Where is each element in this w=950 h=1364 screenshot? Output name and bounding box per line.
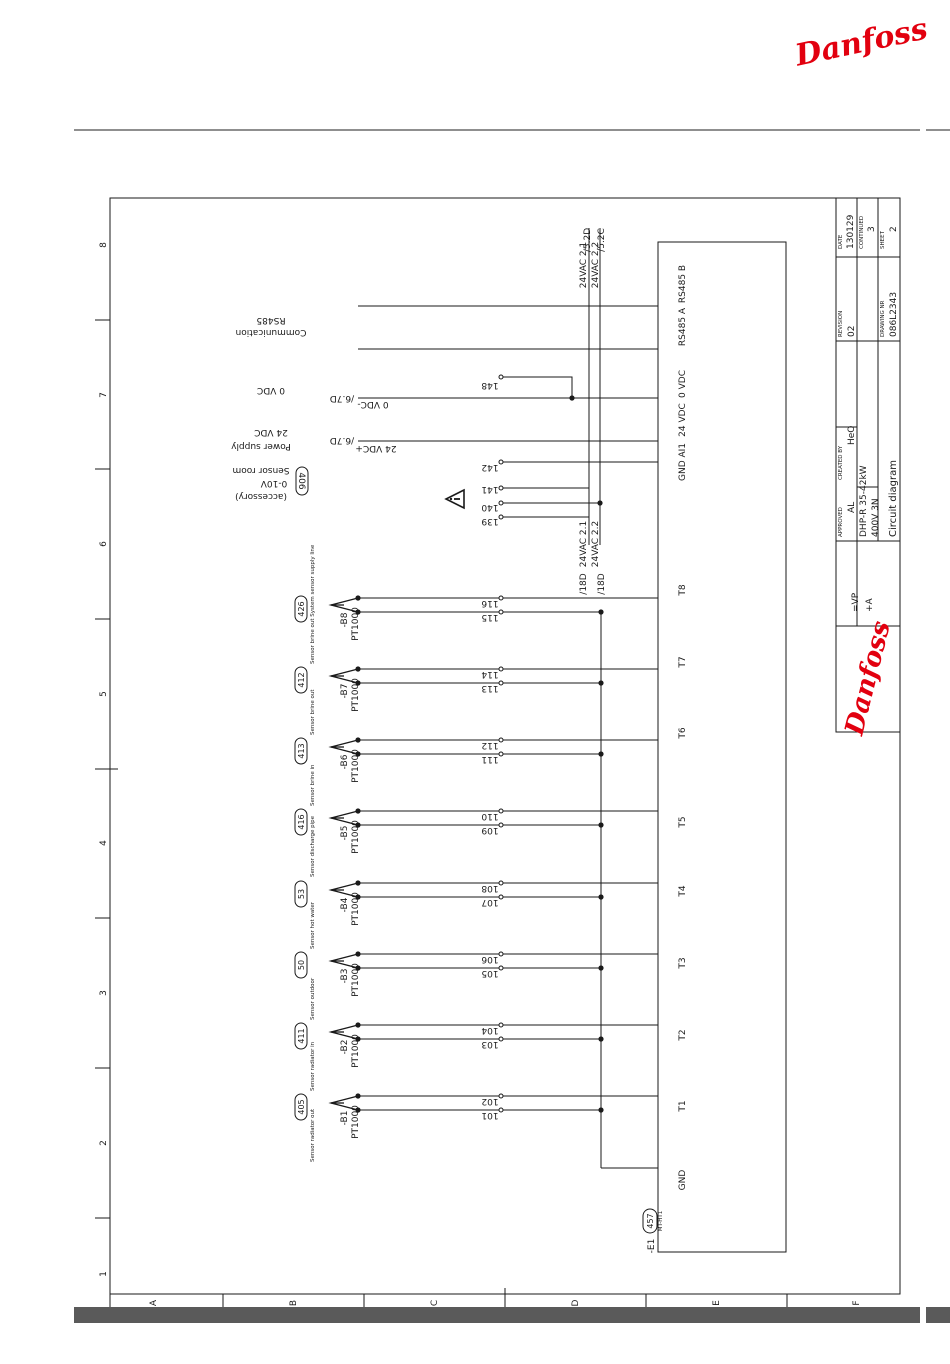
- terminal-node: [499, 681, 503, 685]
- terminal-label: GND AI1: [678, 442, 688, 482]
- terminal-node: [499, 752, 503, 756]
- terminal-node: [499, 596, 503, 600]
- terminal-label: T8: [678, 584, 688, 596]
- terminal-number: 113: [481, 683, 499, 693]
- zero-vdc-annotation: 0 VDC: [257, 385, 285, 395]
- terminal-node: [499, 809, 503, 813]
- row-grid: [95, 242, 118, 1277]
- sensor-number: 416: [297, 814, 306, 830]
- sensor-type: PT1000: [351, 820, 361, 854]
- revision-label: REVISION: [838, 310, 844, 337]
- power-annotation: [230, 427, 290, 451]
- terminal-node: [499, 895, 503, 899]
- terminal-node: [499, 1037, 503, 1041]
- sensor-tag: -B7: [340, 683, 350, 699]
- junction-dot: [355, 1093, 360, 1098]
- terminal-label: T4: [678, 885, 688, 897]
- sensor-type: PT1000: [351, 963, 361, 997]
- controller-terminals: [678, 265, 688, 1190]
- column-grid: [110, 1288, 862, 1307]
- terminal-label: T6: [678, 727, 688, 739]
- supply-nodes: [499, 375, 603, 519]
- junction-dot: [355, 951, 360, 956]
- sensor-description: Sensor brine out System sensor supply line: [310, 544, 316, 664]
- room-sensor-line: Sensor room: [232, 465, 290, 475]
- sensor-tag: -B5: [340, 825, 350, 841]
- bus-ref: /5.2D: [583, 227, 593, 253]
- terminal-number: 139: [481, 516, 499, 526]
- supply-wiring: [358, 306, 658, 517]
- row-label: 5: [99, 691, 109, 697]
- sensor-type: PT1000: [351, 892, 361, 926]
- terminal-number: 116: [481, 598, 499, 608]
- terminal-number: 104: [481, 1025, 499, 1035]
- terminal-label: T2: [678, 1029, 688, 1041]
- terminal-node: [499, 881, 503, 885]
- sensor-type: PT1000: [351, 1034, 361, 1068]
- terminal-number: 112: [481, 740, 499, 750]
- terminal-number: 114: [481, 669, 499, 679]
- terminal-node: [499, 738, 503, 742]
- terminal-number: 109: [481, 825, 499, 835]
- bus-label: 24VAC 2.2: [591, 520, 601, 568]
- header-logo: [791, 11, 930, 73]
- zero-vdc-node-label: 0 VDC-: [357, 399, 389, 409]
- sensor-number: 405: [297, 1099, 306, 1115]
- warning-dot: [450, 498, 452, 500]
- terminal-label: T3: [678, 957, 688, 969]
- junction-dot: [598, 894, 603, 899]
- created-label: CREATED BY: [838, 445, 844, 480]
- column-label: C: [430, 1299, 440, 1307]
- date-value: 130129: [846, 214, 856, 249]
- bus-label: 24VAC 2.1: [579, 241, 589, 289]
- sensor-description: Sensor discharge pipe: [310, 815, 316, 877]
- title-block-logo: Danfoss: [839, 618, 897, 739]
- terminal-label: T5: [678, 816, 688, 828]
- bus-label: 24VAC 2.2: [591, 241, 601, 289]
- date-label: DATE: [838, 234, 844, 249]
- power-voltage: 24 VDC: [254, 427, 288, 437]
- footer-band-end: [926, 1307, 950, 1323]
- sensor-description: Sensor brine in: [310, 764, 316, 806]
- row-label: 8: [99, 242, 109, 248]
- room-sensor-line: (accessory): [235, 491, 287, 501]
- sensor-type: PT1000: [351, 607, 361, 641]
- revision-value: 02: [847, 325, 857, 337]
- terminal-label: T1: [678, 1100, 688, 1112]
- room-sensor-num: 406: [296, 472, 306, 490]
- drawing-no: 086L2343: [889, 291, 899, 337]
- junction-dot: [598, 822, 603, 827]
- header-logo-text: Danfoss: [792, 11, 931, 74]
- junction-dot: [355, 666, 360, 671]
- rs485-annotation: [236, 315, 307, 337]
- terminal-label: 0 VDC: [678, 370, 688, 398]
- junction-dot: [355, 595, 360, 600]
- column-label: B: [289, 1299, 299, 1307]
- column-label: A: [149, 1299, 159, 1307]
- supply-terminal-labels: [481, 380, 498, 526]
- column-label: E: [712, 1300, 722, 1306]
- controller-ref-sub: MT-HT1: [658, 1210, 664, 1232]
- terminal-node: [499, 486, 503, 490]
- terminal-node: [499, 966, 503, 970]
- junction-dot: [598, 1107, 603, 1112]
- row-label: 3: [99, 990, 109, 996]
- terminal-node: [499, 501, 503, 505]
- terminal-label: RS485 A: [678, 307, 688, 347]
- sensor-type: PT1000: [351, 678, 361, 712]
- terminal-number: 110: [481, 811, 499, 821]
- sensor-tag: -B2: [340, 1039, 350, 1055]
- sensor-tag: -B4: [340, 897, 350, 913]
- sensor-description: Sensor radiator out: [310, 1108, 316, 1162]
- terminal-node: [499, 1108, 503, 1112]
- sensor-number: 413: [297, 743, 306, 759]
- row-label: 1: [99, 1271, 109, 1277]
- junction-dot: [355, 1022, 360, 1027]
- terminal-label: 24 VDC: [678, 403, 688, 437]
- terminal-node: [499, 1023, 503, 1027]
- terminal-number: 148: [481, 380, 499, 390]
- rs485-label: RS485: [256, 315, 286, 325]
- junction-dot: [598, 965, 603, 970]
- sensor-group: [295, 880, 658, 949]
- room-sensor-annotation: [233, 465, 309, 501]
- terminal-number: 140: [481, 502, 499, 512]
- sensor-tag: -B1: [340, 1110, 350, 1126]
- terminal-node: [499, 1094, 503, 1098]
- approved-value: AL: [847, 501, 857, 513]
- terminal-number: 107: [481, 897, 499, 907]
- bus-label: 24VAC 2.1: [579, 520, 589, 568]
- sensor-group: [295, 1022, 658, 1091]
- sensor-number: 50: [297, 959, 306, 971]
- terminal-number: 101: [481, 1110, 499, 1120]
- bus-ref: /5.2C: [597, 228, 607, 252]
- vdc24-node-label: 24 VDC+: [355, 443, 397, 453]
- zero-vdc-ref: /6.7D: [329, 393, 355, 403]
- controller-ref-num: 457: [646, 1213, 655, 1229]
- junction-dot: [355, 737, 360, 742]
- terminal-number: 142: [481, 462, 499, 472]
- footer-band: [74, 1307, 920, 1323]
- title-block-text: [838, 214, 899, 739]
- sensor-description: Sensor hot water: [310, 901, 316, 949]
- sensor-group: [295, 737, 658, 806]
- sensor-number: 426: [297, 601, 306, 617]
- junction-dot: [598, 1036, 603, 1041]
- sheet-label: SHEET: [880, 231, 886, 249]
- sensor-type: PT1000: [351, 1105, 361, 1139]
- warning-icon: [446, 490, 464, 508]
- terminal-node: [499, 375, 503, 379]
- product-name: DHP-R 35-42kW: [859, 465, 869, 537]
- jumper-148: [501, 377, 572, 398]
- sensor-group: [295, 1093, 658, 1162]
- power-desc: Power supply: [231, 441, 291, 451]
- voltage-value: 400V 3N: [871, 498, 881, 537]
- sensors-layer: [295, 544, 658, 1162]
- sensor-tag: -B8: [340, 612, 350, 628]
- designation-value: =VP: [851, 592, 861, 612]
- column-label: D: [571, 1299, 581, 1307]
- sensor-group: [295, 808, 658, 877]
- sensor-description: Sensor brine out: [310, 689, 316, 735]
- continued-label: CONTINUED: [859, 215, 865, 249]
- row-label: 7: [99, 392, 109, 398]
- terminal-number: 141: [481, 484, 499, 494]
- continued-value: 3: [867, 226, 877, 232]
- controller-ref: [643, 1209, 664, 1253]
- sensor-number: 412: [297, 672, 306, 688]
- sensor-tag: -B6: [340, 754, 350, 770]
- doc-title: Circuit diagram: [888, 460, 899, 537]
- vdc24-ref: /6.7D: [329, 435, 355, 445]
- sensor-description: Sensor radiator in: [310, 1041, 316, 1091]
- terminal-number: 108: [481, 883, 499, 893]
- sensor-description: Sensor outdoor: [310, 977, 316, 1020]
- sensor-group: [295, 666, 658, 735]
- approved-label: APPROVED: [838, 507, 844, 537]
- junction-dot: [598, 609, 603, 614]
- terminal-number: 111: [481, 754, 499, 764]
- terminal-node: [499, 952, 503, 956]
- terminal-number: 105: [481, 968, 499, 978]
- created-value: HeO: [847, 425, 857, 445]
- terminal-number: 115: [481, 612, 499, 622]
- junction-dot: [355, 880, 360, 885]
- terminal-label: RS485 B: [678, 264, 688, 304]
- terminal-node: [499, 515, 503, 519]
- junction-dot: [598, 751, 603, 756]
- sensor-type: PT1000: [351, 749, 361, 783]
- location-value: +A: [865, 598, 875, 612]
- column-label: F: [852, 1300, 862, 1306]
- junction-dot: [598, 680, 603, 685]
- junction-dot: [569, 395, 574, 400]
- sensor-group: [295, 544, 658, 664]
- room-sensor-line: 0-10V: [260, 478, 288, 488]
- row-label: 2: [99, 1140, 109, 1146]
- terminal-number: 106: [481, 954, 499, 964]
- terminal-node: [499, 610, 503, 614]
- row-label: 4: [99, 840, 109, 846]
- rs485-desc: Communication: [235, 327, 307, 337]
- sensor-number: 53: [297, 888, 306, 900]
- drawing-label: DRAWING NR: [880, 300, 886, 337]
- terminal-label: GND: [678, 1169, 688, 1191]
- junction-dot: [597, 500, 602, 505]
- terminal-node: [499, 823, 503, 827]
- bus-ref: /18D: [597, 573, 607, 595]
- sensor-group: [295, 951, 658, 1020]
- terminal-number: 102: [481, 1096, 499, 1106]
- terminal-node: [499, 667, 503, 671]
- terminal-node: [499, 460, 503, 464]
- controller-ref-id: -E1: [647, 1238, 657, 1254]
- bus-ref: /18D: [579, 573, 589, 595]
- sheet-value: 2: [889, 226, 899, 232]
- terminal-number: 103: [481, 1039, 499, 1049]
- drawing-frame: [110, 198, 900, 1294]
- sensor-tag: -B3: [340, 968, 350, 984]
- junction-dot: [355, 808, 360, 813]
- row-label: 6: [99, 541, 109, 547]
- terminal-label: T7: [678, 656, 688, 668]
- sensor-number: 411: [297, 1028, 306, 1044]
